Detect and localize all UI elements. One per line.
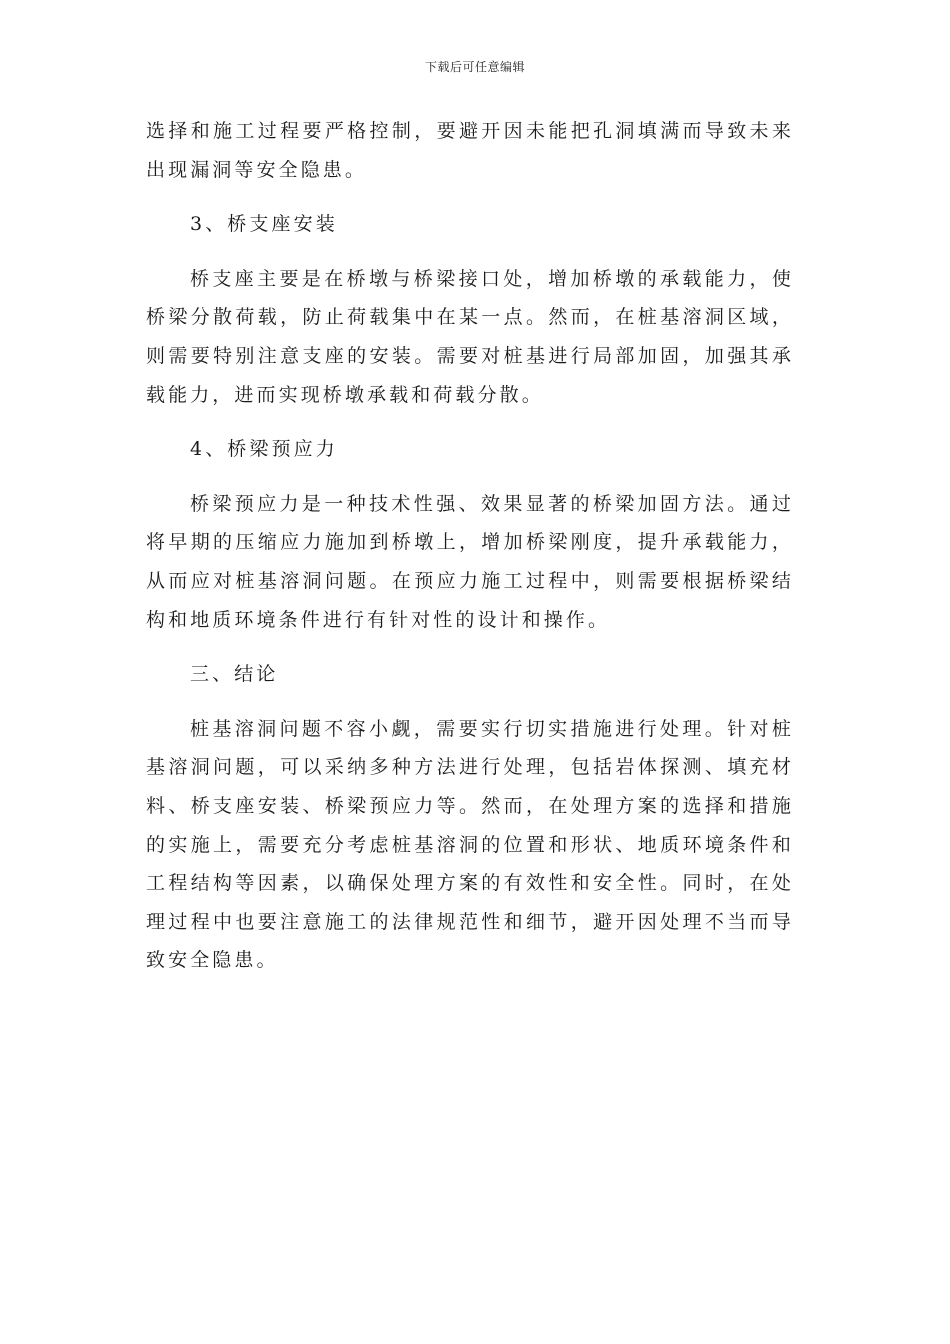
section-heading-prestress: 4、桥梁预应力 bbox=[190, 438, 338, 461]
paragraph-prestress: 桥梁预应力是一种技术性强、效果显著的桥梁加固方法。通过将早期的压缩应力施加到桥墩上，增加桥梁刚度，提升承载能力，从而应对桩基溶洞问题。在预应力施工过程中，则需要根据桥梁结构和地质环境条件进行有针对性的设计和操作。 bbox=[146, 492, 794, 631]
section-heading-conclusion: 三、结论 bbox=[190, 663, 279, 686]
document-body bbox=[146, 112, 794, 996]
page-header: 下载后可任意编辑 bbox=[424, 60, 525, 74]
paragraph-conclusion: 桩基溶洞问题不容小觑，需要实行切实措施进行处理。针对桩基溶洞问题，可以采纳多种方法进行处理，包括岩体探测、填充材料、桥支座安装、桥梁预应力等。然而，在处理方案的选择和措施的实施上，需要充分考虑桩基溶洞的位置和形状、地质环境条件和工程结构等因素，以确保处理方案的有效性和安全性。同时，在处理过程中也要注意施工的法律规范性和细节，避开因处理不当而导致安全隐患。 bbox=[146, 717, 794, 972]
paragraph-bearing: 桥支座主要是在桥墩与桥梁接口处，增加桥墩的承载能力，使桥梁分散荷载，防止荷载集中在某一点。然而，在桩基溶洞区域，则需要特别注意支座的安装。需要对桩基进行局部加固，加强其承载能力，进而实现桥墩承载和荷载分散。 bbox=[146, 267, 794, 406]
section-heading-bearing: 3、桥支座安装 bbox=[190, 213, 338, 236]
paragraph-continuation: 选择和施工过程要严格控制，要避开因未能把孔洞填满而导致未来出现漏洞等安全隐患。 bbox=[146, 120, 794, 181]
